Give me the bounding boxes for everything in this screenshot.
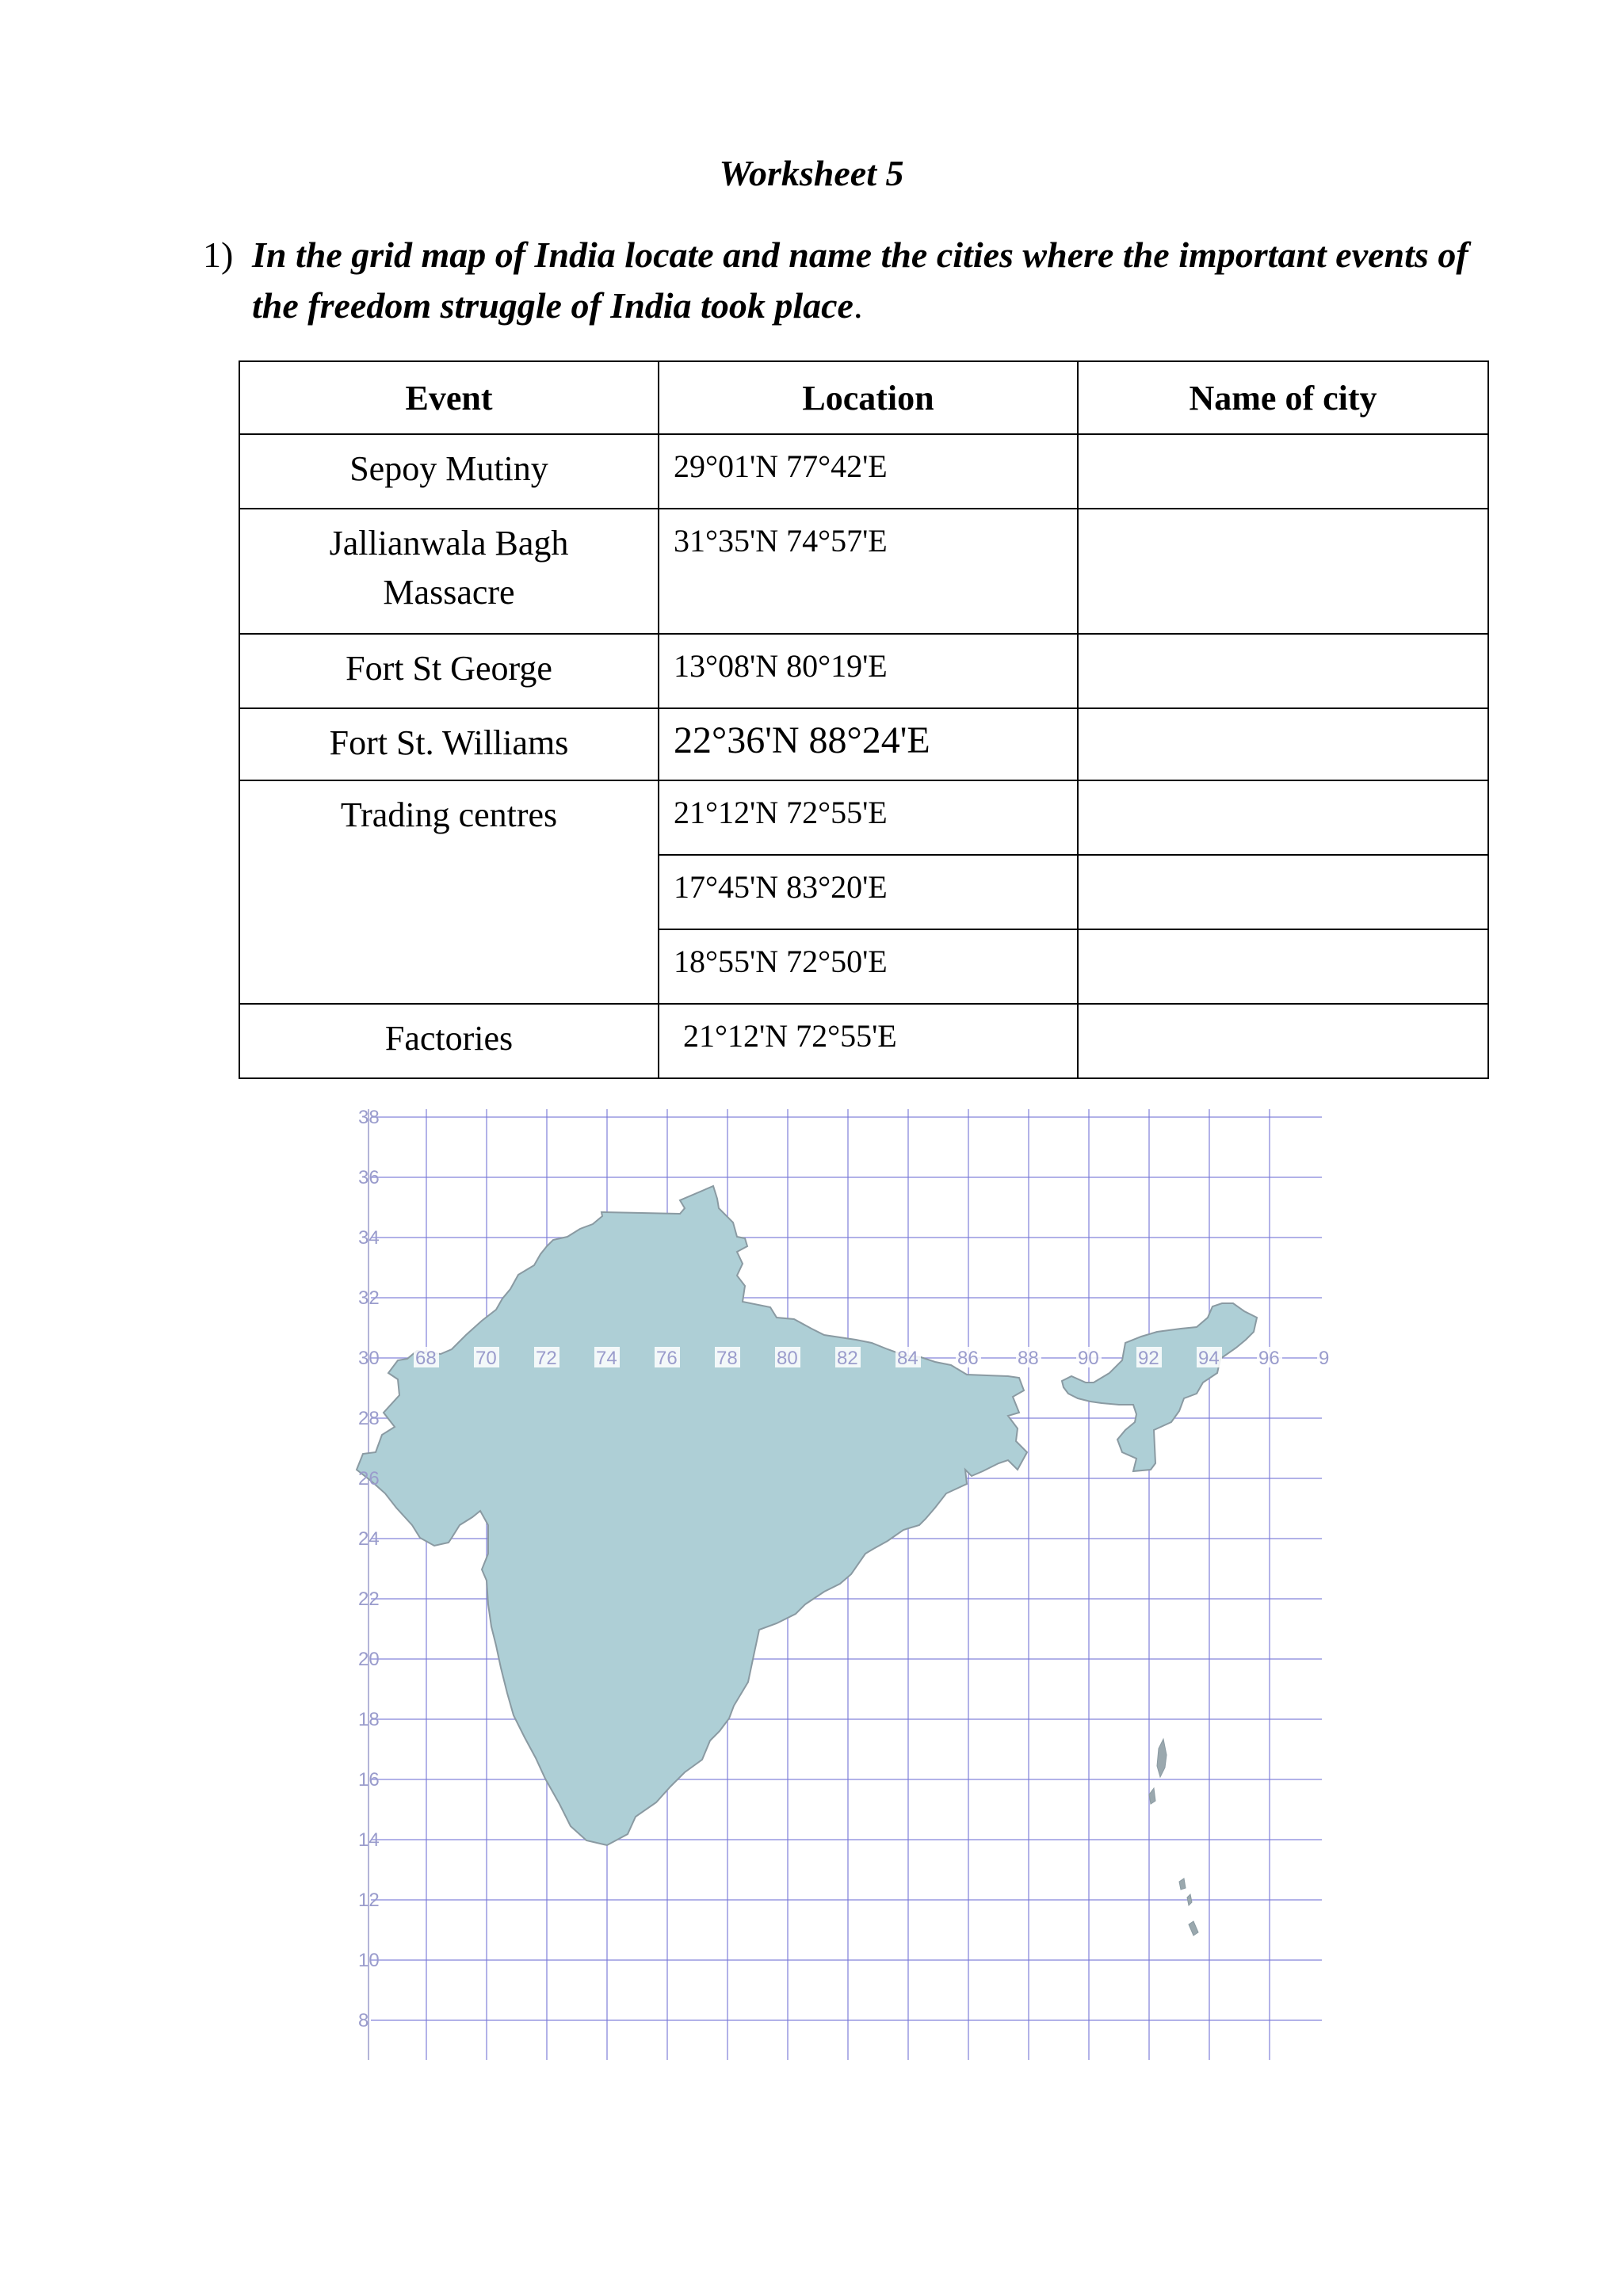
longitude-label: 9 (1319, 1348, 1330, 1369)
latitude-label: 36 (358, 1167, 380, 1188)
question-text (252, 230, 1472, 331)
location-cell: 21°12'N 72°55'E (659, 780, 1078, 855)
events-table (239, 360, 1489, 1079)
location-cell: 18°55'N 72°50'E (659, 929, 1078, 1004)
longitude-label: 92 (1138, 1348, 1159, 1369)
latitude-label: 8 (358, 2010, 369, 2031)
longitude-label: 94 (1198, 1348, 1220, 1369)
longitude-label: 86 (957, 1348, 979, 1369)
andaman-islands-south (1149, 1788, 1155, 1804)
grid-map-svg (333, 1097, 1330, 2060)
longitude-label: 68 (415, 1348, 437, 1369)
city-answer-cell[interactable] (1078, 929, 1488, 1004)
latitude-label: 12 (358, 1890, 380, 1911)
india-grid-map (333, 1097, 1330, 2060)
header-location: Location (659, 361, 1078, 434)
longitude-label: 82 (837, 1348, 858, 1369)
table-row (239, 434, 1488, 509)
event-cell: Trading centres (239, 780, 659, 1004)
india-landmass (357, 1186, 1027, 1845)
latitude-label: 22 (358, 1589, 380, 1610)
latitude-label: 14 (358, 1829, 380, 1851)
table-row (239, 1004, 1488, 1078)
city-answer-cell[interactable] (1078, 1004, 1488, 1078)
event-cell: Sepoy Mutiny (239, 434, 659, 509)
event-cell: Factories (239, 1004, 659, 1078)
latitude-label: 32 (358, 1287, 380, 1309)
latitude-label: 24 (358, 1528, 380, 1550)
longitude-label: 78 (716, 1348, 738, 1369)
location-cell: 29°01'N 77°42'E (659, 434, 1078, 509)
city-answer-cell[interactable] (1078, 780, 1488, 855)
table-row (239, 509, 1488, 634)
longitude-label: 88 (1018, 1348, 1039, 1369)
city-answer-cell[interactable] (1078, 855, 1488, 929)
question-end: . (853, 285, 863, 326)
longitude-label: 70 (475, 1348, 497, 1369)
latitude-label: 26 (358, 1468, 380, 1489)
longitude-label: 76 (656, 1348, 678, 1369)
header-city: Name of city (1078, 361, 1488, 434)
event-cell: Jallianwala Bagh Massacre (239, 509, 659, 634)
latitude-label: 38 (358, 1107, 380, 1128)
question-prompt: In the grid map of India locate and name the cities where the important events of the freedom struggle of India took place (252, 235, 1468, 326)
table-header-row (239, 361, 1488, 434)
worksheet-title: Worksheet 5 (719, 153, 904, 193)
table-row (239, 780, 1488, 855)
longitude-label: 84 (897, 1348, 918, 1369)
nicobar-islands (1179, 1878, 1198, 1936)
question-number: 1) (203, 235, 234, 275)
longitude-label: 72 (536, 1348, 557, 1369)
event-cell: Fort St George (239, 634, 659, 708)
latitude-label: 10 (358, 1950, 380, 1971)
longitude-label: 90 (1078, 1348, 1099, 1369)
latitude-label: 28 (358, 1408, 380, 1429)
longitude-label: 96 (1258, 1348, 1280, 1369)
latitude-label: 34 (358, 1227, 380, 1249)
location-cell: 22°36'N 88°24'E (659, 708, 1078, 780)
latitude-label: 30 (358, 1348, 380, 1369)
northeast-region (1062, 1303, 1257, 1471)
city-answer-cell[interactable] (1078, 634, 1488, 708)
event-cell: Fort St. Williams (239, 708, 659, 780)
india-outline (357, 1186, 1257, 1936)
longitude-label: 74 (596, 1348, 617, 1369)
location-cell: 31°35'N 74°57'E (659, 509, 1078, 634)
longitude-label: 80 (777, 1348, 798, 1369)
city-answer-cell[interactable] (1078, 509, 1488, 634)
location-cell: 13°08'N 80°19'E (659, 634, 1078, 708)
location-cell: 17°45'N 83°20'E (659, 855, 1078, 929)
andaman-islands (1157, 1739, 1167, 1777)
city-answer-cell[interactable] (1078, 708, 1488, 780)
table-row (239, 708, 1488, 780)
latitude-label: 20 (358, 1649, 380, 1670)
location-cell: 21°12'N 72°55'E (659, 1004, 1078, 1078)
latitude-label: 18 (358, 1709, 380, 1730)
latitude-label: 16 (358, 1769, 380, 1791)
table-row (239, 634, 1488, 708)
city-answer-cell[interactable] (1078, 434, 1488, 509)
header-event: Event (239, 361, 659, 434)
